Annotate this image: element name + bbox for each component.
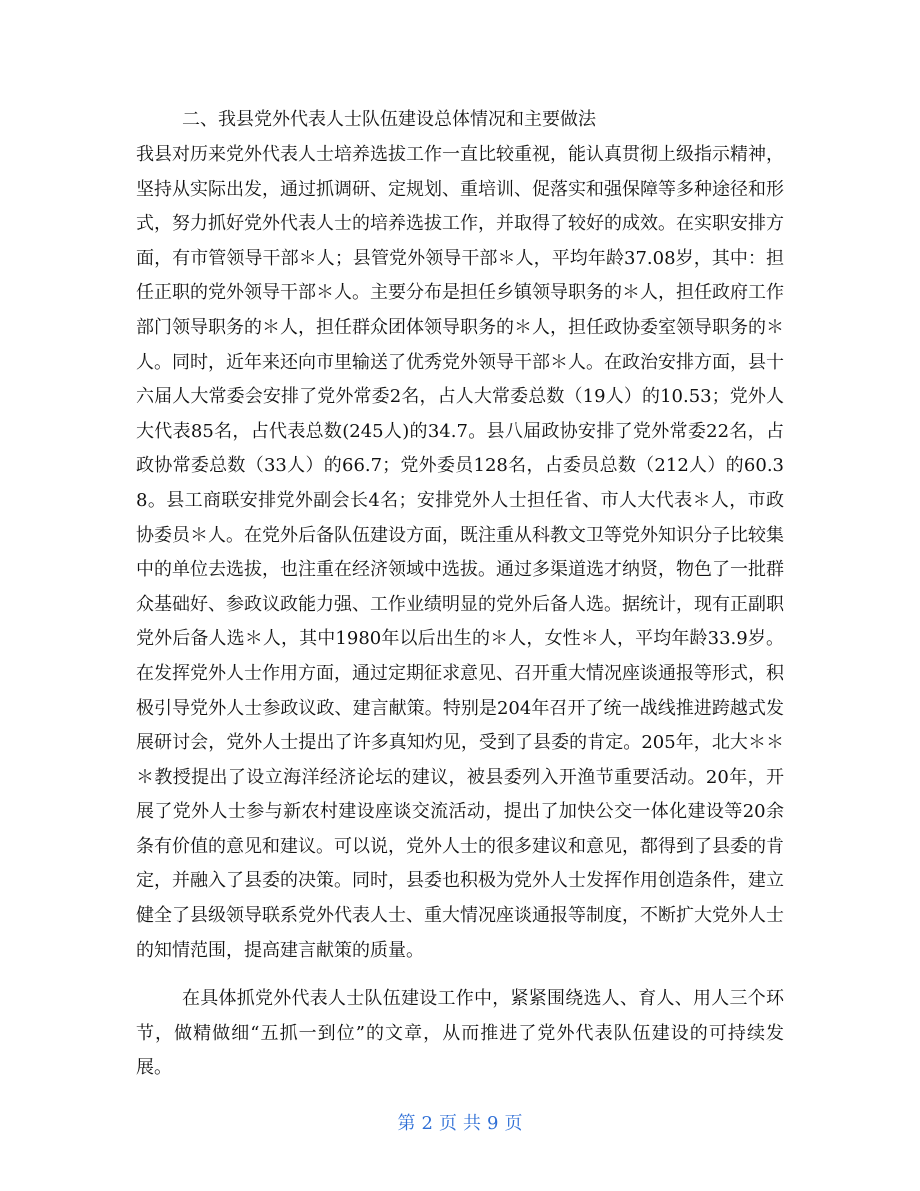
section-heading: 二、我县党外代表人士队伍建设总体情况和主要做法: [182, 109, 596, 130]
footer-total-pages: 9: [487, 1113, 499, 1134]
body-paragraph-approach: 在具体抓党外代表人士队伍建设工作中，紧紧围绕选人、育人、用人三个环节，做精做细“五抓一到位”的文章，从而推进了党外代表队伍建设的可持续发展。: [136, 988, 784, 1079]
page-footer: [0, 1112, 920, 1136]
footer-suffix: 页: [504, 1113, 523, 1134]
footer-current-page: 2: [421, 1113, 433, 1134]
footer-page-word: 页: [439, 1113, 457, 1134]
body-paragraph-overview: 我县对历来党外代表人士培养选拔工作一直比较重视，能认真贯彻上级指示精神，坚持从实际出发，通过抓调研、定规划、重培训、促落实和强保障等多种途径和形式，努力抓好党外代表人士的培养选拔工作，并取得了较好的成效。在实职安排方面，有市管领导干部＊人；县管党外领导干部＊人，平均年龄37.08岁，其中：担任正职的党外领导干部＊人。主要分布是担任乡镇领导职务的＊人，担任政府工作部门领导职务的＊人，担任群众团体领导职务的＊人，担任政协委室领导职务的＊人。同时，近年来还向市里输送了优秀党外领导干部＊人。在政治安排方面，县十六届人大常委会安排了党外常委2名，占人大常委总数（19人）的10.53；党外人大代表85名，占代表总数(245人)的34.7。县八届政协安排了党外常委22名，占政协常委总数（33人）的66.7；党外委员128名，占委员总数（212人）的60.38。县工商联安排党外副会长4名；安排党外人士担任省、市人大代表＊人，市政协委员＊人。在党外后备队伍建设方面，既注重从科教文卫等党外知识分子比较集中的单位去选拔，也注重在经济领域中选拔。通过多渠道选才纳贤，物色了一批群众基础好、参政议政能力强、工作业绩明显的党外后备人选。据统计，现有正副职党外后备人选＊人，其中1980年以后出生的＊人，女性＊人，平均年龄33.9岁。在发挥党外人士作用方面，通过定期征求意见、召开重大情况座谈通报等形式，积极引导党外人士参政议政、建言献策。特别是204年召开了统一战线推进跨越式发展研讨会，党外人士提出了许多真知灼见，受到了县委的肯定。205年，北大＊＊＊教授提出了设立海洋经济论坛的建议，被县委列入开渔节重要活动。20年，开展了党外人士参与新农村建设座谈交流活动，提出了加快公交一体化建设等20余条有价值的意见和建议。可以说，党外人士的很多建议和意见，都得到了县委的肯定，并融入了县委的决策。同时，县委也积极为党外人士发挥作用创造条件，建立健全了县级领导联系党外代表人士、重大情况座谈通报等制度，不断扩大党外人士的知情范围，提高建言献策的质量。: [136, 144, 784, 961]
footer-total-word: 共: [463, 1113, 481, 1134]
footer-prefix: 第: [397, 1113, 416, 1134]
